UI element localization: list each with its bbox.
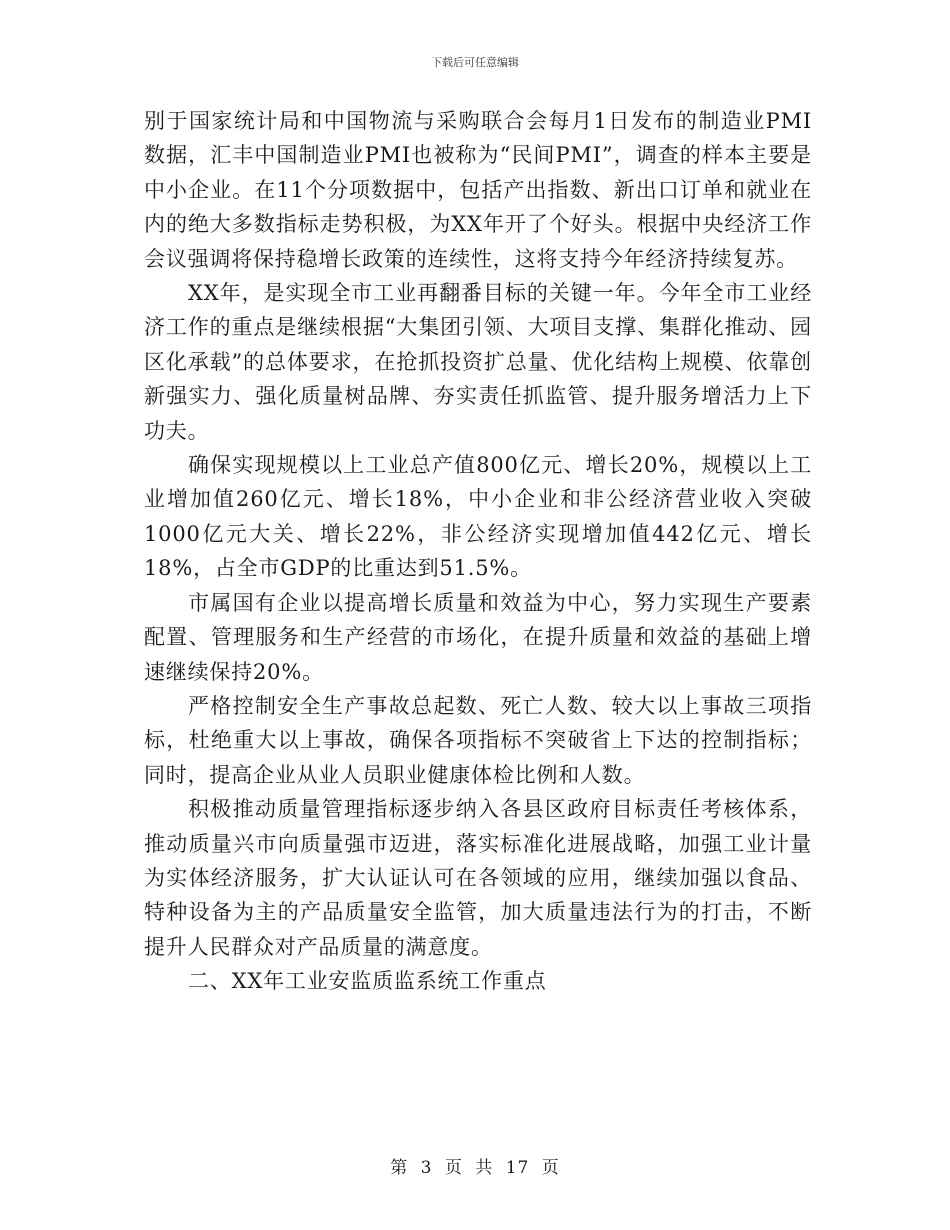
paragraph-pmi-continuation: 别于国家统计局和中国物流与采购联合会每月1日发布的制造业PMI数据，汇丰中国制造业PMI也被称为“民间PMI”，调查的样本主要是中小企业。在11个分项数据中，包括产出指数、新出口订单和就业在内的绝大多数指标走势积极，为XX年开了个好头。根据中央经济工作会议强调将保持稳增长政策的连续性，这将支持今年经济持续复苏。 (144, 109, 812, 271)
paragraph-output-targets: 确保实现规模以上工业总产值800亿元、增长20%，规模以上工业增加值260亿元、增长18%，中小企业和非公经济营业收入突破1000亿元大关、增长22%，非公经济实现增加值442亿元、增长18%，占全市GDP的比重达到51.5%。 (144, 453, 812, 581)
paragraph-key-year: XX年，是实现全市工业再翻番目标的关键一年。今年全市工业经济工作的重点是继续根据“大集团引领、大项目支撑、集群化推动、园区化承载”的总体要求，在抢抓投资扩总量、优化结构上规模、依靠创新强实力、强化质量树品牌、夯实责任抓监管、提升服务增活力上下功夫。 (144, 281, 812, 443)
paragraph-quality-management: 积极推动质量管理指标逐步纳入各县区政府目标责任考核体系，推动质量兴市向质量强市迈进，落实标准化进展战略，加强工业计量为实体经济服务，扩大认证认可在各领域的应用，继续加强以食品、特种设备为主的产品质量安全监管，加大质量违法行为的打击，不断提升人民群众对产品质量的满意度。 (144, 797, 812, 959)
page-number-footer: 第 3 页 共 17 页 (390, 1158, 560, 1178)
paragraph-safety-production: 严格控制安全生产事故总起数、死亡人数、较大以上事故三项指标，杜绝重大以上事故，确保各项指标不突破省上下达的控制指标；同时，提高企业从业人员职业健康体检比例和人数。 (144, 693, 812, 787)
section-heading-work-priorities: 二、XX年工业安监质监系统工作重点 (188, 969, 547, 994)
paragraph-state-enterprises: 市属国有企业以提高增长质量和效益为中心，努力实现生产要素配置、管理服务和生产经营的市场化，在提升质量和效益的基础上增速继续保持20%。 (144, 590, 812, 684)
page-header-note: 下载后可任意编辑 (431, 56, 519, 69)
document-body (144, 104, 812, 999)
